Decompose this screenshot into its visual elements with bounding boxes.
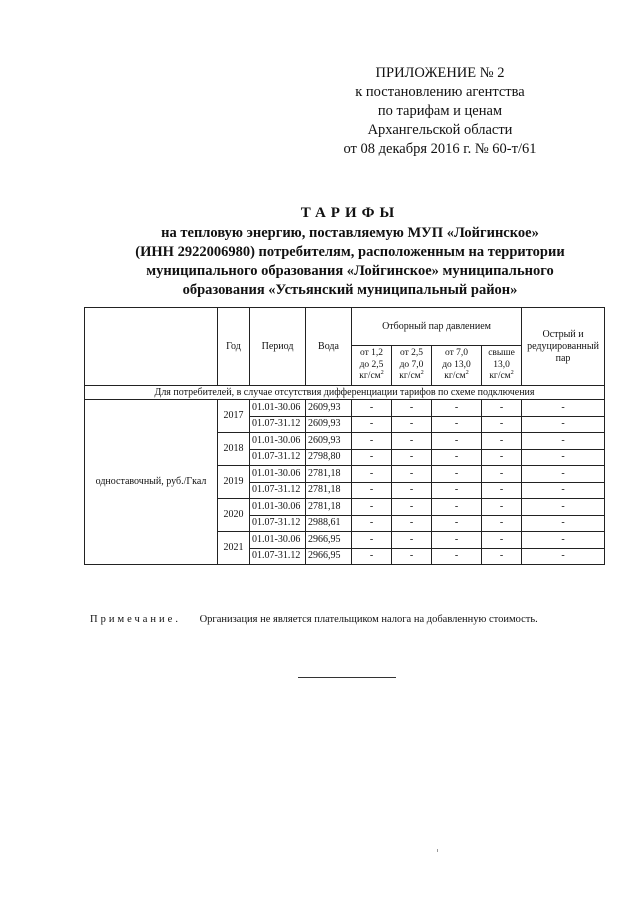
period-cell: 01.07-31.12 [250, 482, 306, 499]
period-cell: 01.01-30.06 [250, 499, 306, 516]
sharp-steam-cell: - [522, 499, 605, 516]
appendix-line: по тарифам и ценам [377, 103, 503, 119]
water-tariff-cell: 2966,95 [306, 532, 352, 549]
steam-3-cell: - [432, 400, 482, 417]
steam-3-cell: - [432, 449, 482, 466]
sharp-steam-cell: - [522, 400, 605, 417]
steam-3-cell: - [432, 499, 482, 516]
appendix-line: к постановлению агентства [355, 84, 525, 100]
period-cell: 01.07-31.12 [250, 548, 306, 565]
steam-2-cell: - [392, 499, 432, 516]
appendix-number: ПРИЛОЖЕНИЕ № 2 [375, 65, 505, 81]
steam-1-cell: - [352, 482, 392, 499]
steam-1-cell: - [352, 499, 392, 516]
title-line: образования «Устьянский муниципальный район» [182, 282, 518, 298]
title-line: на тепловую энергию, поставляемую МУП «Лойгинское» [161, 225, 539, 241]
header-steam-group: Отборный пар давлением [352, 308, 522, 346]
sharp-steam-cell: - [522, 548, 605, 565]
table-body [85, 400, 605, 565]
steam-1-cell: - [352, 433, 392, 450]
steam-3-cell: - [432, 482, 482, 499]
period-cell: 01.01-30.06 [250, 400, 306, 417]
period-cell: 01.07-31.12 [250, 416, 306, 433]
header-consumer [85, 308, 218, 386]
year-cell: 2018 [218, 433, 250, 466]
period-cell: 01.07-31.12 [250, 515, 306, 532]
steam-4-cell: - [482, 400, 522, 417]
water-tariff-cell: 2781,18 [306, 499, 352, 516]
document-title [60, 204, 640, 300]
water-tariff-cell: 2609,93 [306, 433, 352, 450]
water-tariff-cell: 2609,93 [306, 416, 352, 433]
steam-4-cell: - [482, 548, 522, 565]
header-pressure-4: свыше 13,0 $кг/см^2$ [482, 346, 522, 386]
period-cell: 01.01-30.06 [250, 466, 306, 483]
period-cell: 01.01-30.06 [250, 532, 306, 549]
water-tariff-cell: 2966,95 [306, 548, 352, 565]
water-tariff-cell: 2798,80 [306, 449, 352, 466]
sharp-steam-cell: - [522, 416, 605, 433]
sharp-steam-cell: - [522, 466, 605, 483]
header-row [85, 308, 605, 346]
period-cell: 01.01-30.06 [250, 433, 306, 450]
period-cell: 01.07-31.12 [250, 449, 306, 466]
steam-1-cell: - [352, 449, 392, 466]
year-cell: 2019 [218, 466, 250, 499]
scan-speck [437, 849, 438, 852]
water-tariff-cell: 2988,61 [306, 515, 352, 532]
steam-4-cell: - [482, 482, 522, 499]
consumer-label: одноставочный, руб./Гкал [85, 400, 218, 565]
title-line: (ИНН 2922006980) потребителям, расположенным на территории [135, 244, 565, 260]
steam-3-cell: - [432, 515, 482, 532]
water-tariff-cell: 2781,18 [306, 466, 352, 483]
sharp-steam-cell: - [522, 515, 605, 532]
steam-3-cell: - [432, 548, 482, 565]
header-pressure-2: от 2,5 до 7,0 $кг/см^2$ [392, 346, 432, 386]
table-row [85, 400, 605, 417]
steam-4-cell: - [482, 532, 522, 549]
steam-2-cell: - [392, 548, 432, 565]
steam-1-cell: - [352, 400, 392, 417]
tariff-table [84, 307, 605, 565]
header-pressure-3: от 7,0 до 13,0 $кг/см^2$ [432, 346, 482, 386]
steam-2-cell: - [392, 515, 432, 532]
steam-4-cell: - [482, 515, 522, 532]
steam-1-cell: - [352, 548, 392, 565]
header-pressure-1: от 1,2 до 2,5 $кг/см^2$ [352, 346, 392, 386]
steam-3-cell: - [432, 532, 482, 549]
steam-4-cell: - [482, 433, 522, 450]
steam-4-cell: - [482, 466, 522, 483]
steam-1-cell: - [352, 515, 392, 532]
steam-2-cell: - [392, 449, 432, 466]
title-heading: ТАРИФЫ [300, 205, 400, 221]
steam-3-cell: - [432, 433, 482, 450]
water-tariff-cell: 2781,18 [306, 482, 352, 499]
steam-1-cell: - [352, 532, 392, 549]
steam-3-cell: - [432, 416, 482, 433]
steam-1-cell: - [352, 466, 392, 483]
header-sharp-steam: Острый и редуцированный пар [522, 308, 605, 386]
steam-2-cell: - [392, 482, 432, 499]
steam-4-cell: - [482, 449, 522, 466]
water-tariff-cell: 2609,93 [306, 400, 352, 417]
steam-3-cell: - [432, 466, 482, 483]
appendix-line: Архангельской области [367, 122, 513, 138]
year-cell: 2021 [218, 532, 250, 565]
steam-4-cell: - [482, 416, 522, 433]
sharp-steam-cell: - [522, 482, 605, 499]
year-cell: 2017 [218, 400, 250, 433]
signature-line [298, 677, 396, 678]
steam-2-cell: - [392, 416, 432, 433]
year-cell: 2020 [218, 499, 250, 532]
sharp-steam-cell: - [522, 532, 605, 549]
steam-2-cell: - [392, 532, 432, 549]
steam-4-cell: - [482, 499, 522, 516]
span-note-row [85, 386, 605, 400]
note-label: Примечание. [90, 614, 181, 625]
footnote [90, 614, 610, 625]
header-water: Вода [306, 308, 352, 386]
steam-2-cell: - [392, 433, 432, 450]
appendix-date: от 08 декабря 2016 г. № 60-т/61 [343, 141, 537, 157]
steam-2-cell: - [392, 466, 432, 483]
steam-2-cell: - [392, 400, 432, 417]
header-period: Период [250, 308, 306, 386]
header-year: Год [218, 308, 250, 386]
steam-1-cell: - [352, 416, 392, 433]
span-note: Для потребителей, в случае отсутствия дифференциации тарифов по схеме подключения [85, 386, 605, 400]
appendix-block [300, 64, 580, 159]
title-line: муниципального образования «Лойгинское» муниципального [146, 263, 554, 279]
sharp-steam-cell: - [522, 449, 605, 466]
note-text: Организация не является плательщиком налога на добавленную стоимость. [199, 614, 538, 625]
sharp-steam-cell: - [522, 433, 605, 450]
